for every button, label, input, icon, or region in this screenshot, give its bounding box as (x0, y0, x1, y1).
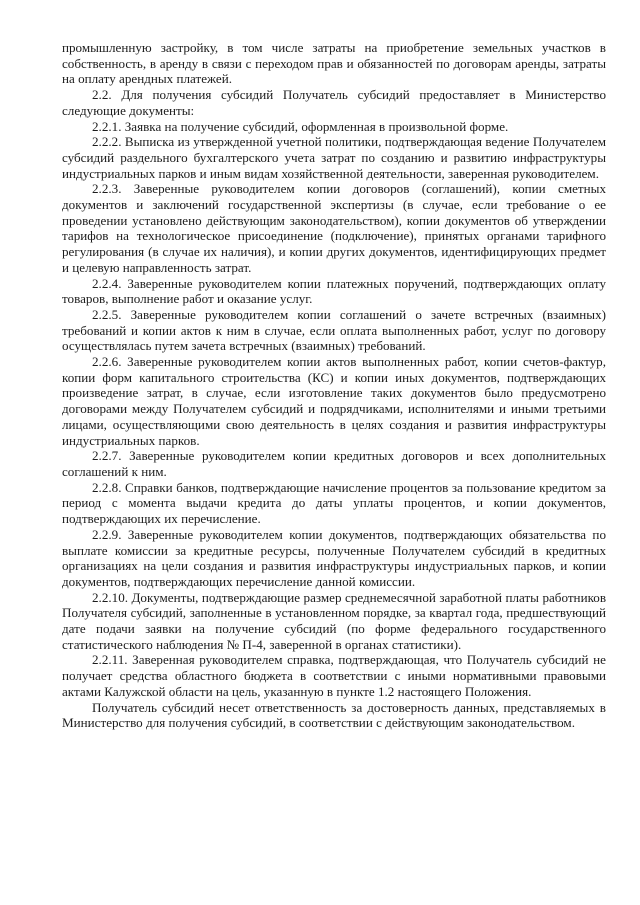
paragraph-2-2: 2.2. Для получения субсидий Получатель субсидий предоставляет в Министерство следующие документы: (62, 87, 606, 118)
paragraph-2-2-5: 2.2.5. Заверенные руководителем копии соглашений о зачете встречных (взаимных) требований и копии актов к ним в случае, если оплата выполненных работ, услуг по договору осуществлялась путем зачета встречных (взаимных) требований. (62, 306, 606, 354)
paragraph-2-2-7: 2.2.7. Заверенные руководителем копии кредитных договоров и всех дополнительных соглашений к ним. (62, 448, 606, 479)
paragraph-2-2-1: 2.2.1. Заявка на получение субсидий, оформленная в произвольной форме. (92, 118, 509, 134)
paragraph-2-2-3: 2.2.3. Заверенные руководителем копии договоров (соглашений), копии сметных документов и заключений государственной экспертизы (в случае, если требование о ее проведении установлено действующим законодательством), копии документов об утверждении тарифов на технологическое присоединение (подключение), принятых органами тарифного регулирования (в случае их наличия), и копии других документов, идентифицирующих предмет и целевую направленность затрат. (62, 181, 606, 275)
paragraph-2-2-9: 2.2.9. Заверенные руководителем копии документов, подтверждающих обязательства по выплате комиссии за кредитные ресурсы, полученные Получателем субсидий в кредитных организациях на цели создания и развития инфраструктуры индустриальных парков, и копии документов, подтверждающих перечисление данной комиссии. (62, 526, 606, 589)
paragraph-2-2-8: 2.2.8. Справки банков, подтверждающие начисление процентов за пользование кредитом за период с момента выдачи кредита до даты уплаты процентов, и копии документов, подтверждающих их перечисление. (62, 479, 606, 527)
paragraph-final: Получатель субсидий несет ответственность за достоверность данных, представляемых в Министерство для получения субсидий, в соответствии с действующим законодательством. (62, 699, 606, 731)
paragraph-2-2-4: 2.2.4. Заверенные руководителем копии платежных поручений, подтверждающих оплату товаров, выполнение работ и оказание услуг. (62, 275, 606, 307)
paragraph-2-2-11: 2.2.11. Заверенная руководителем справка, подтверждающая, что Получатель субсидий не получает средства областного бюджета в соответствии с иными нормативными правовыми актами Калужской области на цель, указанную в пункте 1.2 настоящего Положения. (62, 652, 606, 699)
paragraph-2-2-10: 2.2.10. Документы, подтверждающие размер среднемесячной заработной платы работников Получателя субсидий, заполненные в установленном порядке, за квартал года, предшествующий дате подачи заявки на получение субсидий (по форме федерального государственного статистического наблюдения № П-4, заверенной в органах статистики). (62, 589, 606, 652)
paragraph-continuation: промышленную застройку, в том числе затраты на приобретение земельных участков в собственность, в аренду в связи с переходом прав и обязанностей по договорам аренды, затраты на оплату арендных платежей. (62, 40, 606, 87)
paragraph-2-2-2: 2.2.2. Выписка из утвержденной учетной политики, подтверждающая ведение Получателем субсидий раздельного бухгалтерского учета затрат по созданию и развитию инфраструктуры индустриальных парков и иным видам хозяйственной деятельности, заверенная руководителем. (62, 134, 606, 181)
paragraph-2-2-6: 2.2.6. Заверенные руководителем копии актов выполненных работ, копии счетов-фактур, копии форм капитального строительства (КС) и копии иных документов, подтверждающих произведение затрат, в случае, если изготовление таких документов было предусмотрено договорами между Получателем субсидий и подрядчиками, исполнителями и иными третьими лицами, осуществляющими свою деятельность в целях создания и развития инфраструктуры индустриальных парков. (62, 354, 606, 448)
